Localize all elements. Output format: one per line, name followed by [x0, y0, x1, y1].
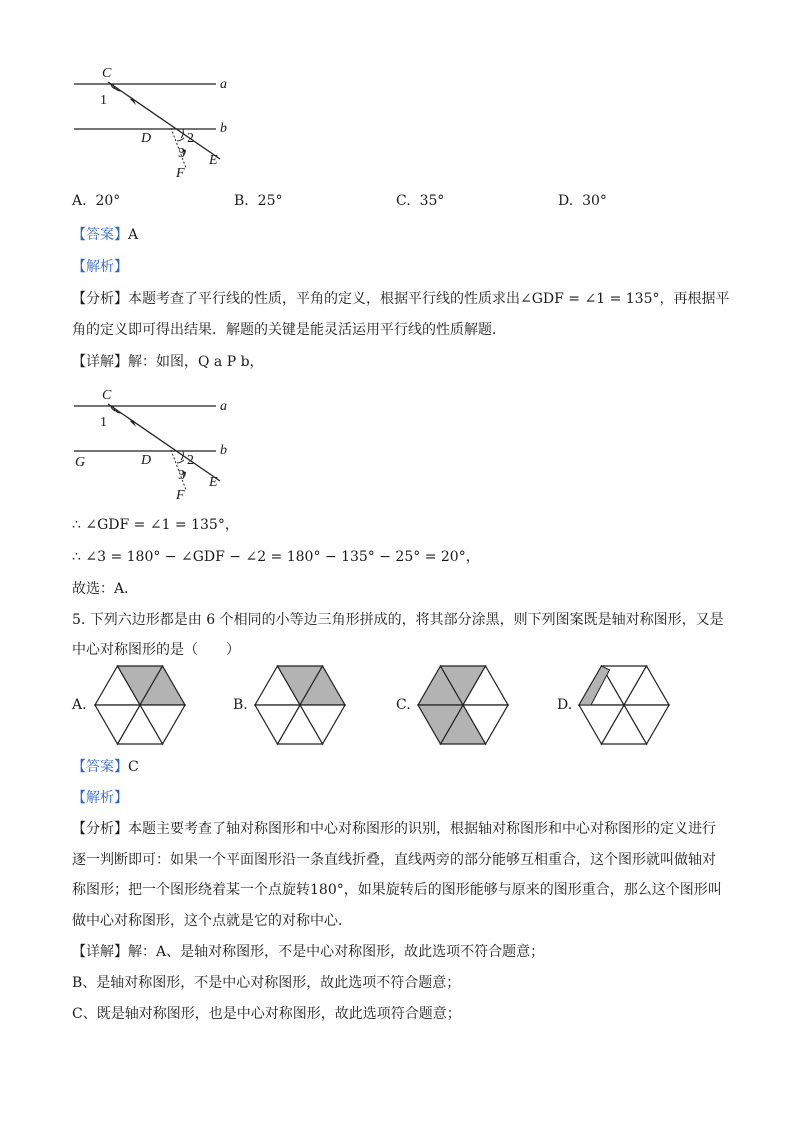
- hexagon-c: [417, 664, 509, 746]
- option-b: B. 25°: [234, 193, 283, 209]
- question-5-line-2: 中心对称图形的是（ ）: [72, 642, 240, 658]
- solution-step-2: ∴ ∠3 = 180° − ∠GDF − ∠2 = 180° − 135° − 25° = 20°，: [72, 549, 480, 565]
- label-C: C: [102, 66, 112, 81]
- hex-option-a-label: A.: [72, 697, 87, 713]
- detail-5-line-a: 【详解】解：A、是轴对称图形，不是中心对称图形，故此选项不符合题意；: [72, 944, 545, 960]
- detail-line: 【详解】解：如图，Q a P b，: [72, 354, 264, 370]
- answer-line-5: 【答案】C: [72, 759, 139, 775]
- analysis-5-line-3: 称图形；把一个图形绕着某一个点旋转180°，如果旋转后的图形能够与原来的图形重合，那么这个图形叫: [72, 882, 722, 898]
- hex-option-b-label: B.: [233, 697, 248, 713]
- option-d: D. 30°: [558, 193, 607, 209]
- label-angle-2: 2: [187, 131, 194, 146]
- parallel-lines-figure-2: [60, 382, 250, 507]
- hex-option-d-label: D.: [557, 697, 573, 713]
- option-c: C. 35°: [396, 193, 445, 209]
- label-F: F: [176, 166, 185, 181]
- label-angle-1: 1: [100, 93, 107, 108]
- question-5-line-1: 5. 下列六边形都是由 6 个相同的小等边三角形拼成的，将其部分涂黑，则下列图案既是轴对称图形，又是: [72, 612, 724, 628]
- solution-step-1: ∴ ∠GDF = ∠1 = 135°，: [72, 517, 239, 533]
- label-D: D: [141, 131, 152, 146]
- hexagon-d: [578, 664, 670, 746]
- label-b: b: [220, 121, 227, 136]
- label-E: E: [209, 475, 218, 490]
- parallel-lines-figure-1: [60, 60, 250, 185]
- conclusion-line: 故选：A．: [72, 581, 139, 597]
- label-F: F: [176, 488, 185, 503]
- option-a: A. 20°: [72, 193, 121, 209]
- hex-option-c-label: C.: [396, 697, 411, 713]
- label-angle-3: 3: [178, 468, 185, 483]
- detail-5-line-c: C、既是轴对称图形，也是中心对称图形，故此选项符合题意；: [72, 1006, 461, 1022]
- analysis-line-2: 角的定义即可得出结果．解题的关键是能灵活运用平行线的性质解题．: [72, 322, 506, 338]
- analysis-5-line-4: 做中心对称图形，这个点就是它的对称中心．: [72, 913, 352, 929]
- label-G: G: [75, 455, 86, 470]
- hexagon-a: [94, 664, 186, 746]
- analysis-5-line-2: 逐一判断即可：如果一个平面图形沿一条直线折叠，直线两旁的部分能够互相重合，这个图形就叫做轴对: [72, 852, 716, 868]
- label-a: a: [220, 399, 227, 414]
- label-D: D: [141, 453, 152, 468]
- answer-line: 【答案】A: [72, 227, 139, 243]
- analysis-header-5: 【解析】: [72, 790, 128, 806]
- analysis-line-1: 【分析】本题考查了平行线的性质，平角的定义，根据平行线的性质求出∠GDF = ∠1 = 135°，再根据平: [72, 291, 730, 307]
- label-b: b: [220, 443, 227, 458]
- hexagon-b: [254, 664, 346, 746]
- label-angle-2: 2: [187, 453, 194, 468]
- label-E: E: [209, 153, 218, 168]
- label-angle-3: 3: [178, 146, 185, 161]
- label-C: C: [102, 388, 112, 403]
- analysis-header: 【解析】: [72, 259, 128, 275]
- label-a: a: [220, 77, 227, 92]
- label-angle-1: 1: [100, 415, 107, 430]
- analysis-5-line-1: 【分析】本题主要考查了轴对称图形和中心对称图形的识别，根据轴对称图形和中心对称图形的定义进行: [72, 821, 716, 837]
- detail-5-line-b: B、是轴对称图形，不是中心对称图形，故此选项不符合题意；: [72, 975, 461, 991]
